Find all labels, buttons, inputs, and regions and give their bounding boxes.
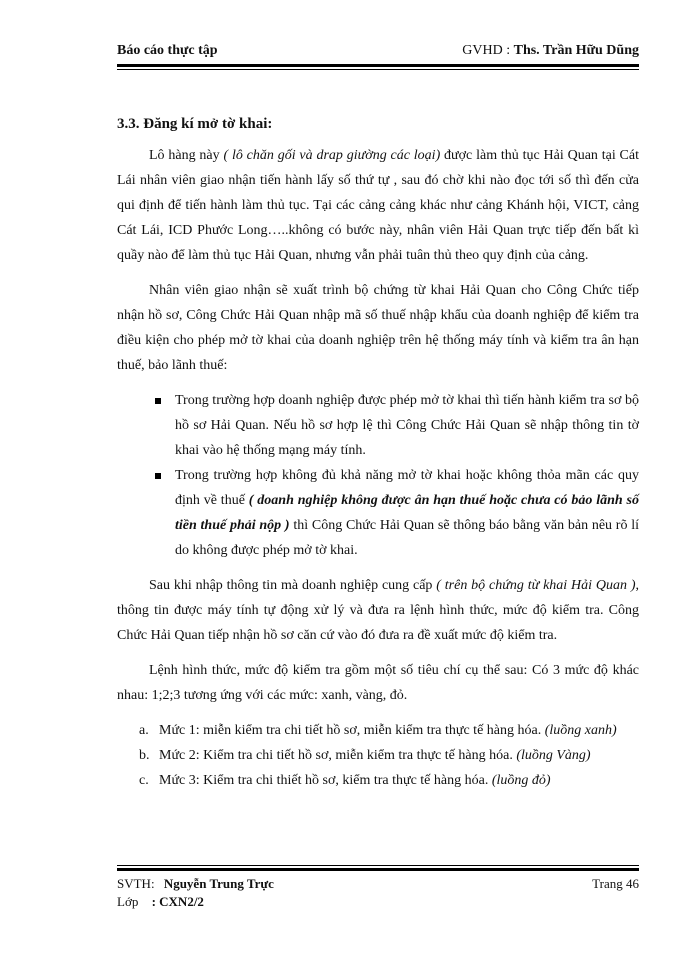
footer-rule bbox=[117, 868, 639, 871]
list-item: b. Mức 2: Kiểm tra chi tiết hồ sơ, miễn kiểm tra thực tế hàng hóa. (luồng Vàng) bbox=[139, 748, 591, 763]
report-title: Báo cáo thực tập bbox=[117, 43, 218, 58]
list-item: c. Mức 3: Kiểm tra chi thiết hồ sơ, kiểm tra thực tế hàng hóa. (luồng đỏ) bbox=[139, 773, 551, 788]
paragraph-1: Lô hàng này ( lô chăn gối và drap giường các loại) được làm thủ tục Hải Quan tại Cát Lái nhân viên giao nhận tiến hành lấy số thứ tự , sau đó chờ khi nào đọc tới số thì đến cửa qui định để tiến hành làm thủ tục. Tại các cảng cảng khác như cảng Khánh hội, VICT, cảng Cát Lái, ICD Phước Long…..không có bước này, nhân viên Hải Quan trực tiếp đến bất kì quầy nào để làm thủ tục Hải Quan, nhưng vẫn phải tuân thủ theo quy định của cảng. bbox=[117, 148, 639, 263]
paragraph-4: Lệnh hình thức, mức độ kiểm tra gồm một số tiêu chí cụ thể sau: Có 3 mức độ khác nhau: 1;2;3 tương ứng với các mức: xanh, vàng, đỏ. bbox=[117, 663, 639, 703]
page-footer bbox=[117, 876, 639, 912]
section-heading: 3.3. Đăng kí mở tờ khai: bbox=[117, 116, 273, 132]
header-rule-thin bbox=[117, 69, 639, 70]
header-rule bbox=[117, 64, 639, 67]
supervisor-name: Ths. Trần Hữu Dũng bbox=[513, 43, 639, 58]
page-header bbox=[117, 41, 639, 63]
supervisor bbox=[462, 43, 639, 59]
class-value: : CXN2/2 bbox=[151, 894, 204, 909]
bullet-item: Trong trường hợp không đủ khả năng mở tờ khai hoặc không thỏa mãn các quy định về thuế ( doanh nghiệp không được ân hạn thuế hoặc chưa có bảo lãnh số tiền thuế phải nộp ) thì Công Chức Hải Quan sẽ thông báo bằng văn bản nêu rõ lí do không được phép mở tờ khai. bbox=[117, 463, 639, 563]
square-bullet-icon bbox=[155, 398, 161, 404]
level-list bbox=[117, 718, 639, 793]
bullet-list bbox=[117, 388, 639, 563]
square-bullet-icon bbox=[155, 473, 161, 479]
supervisor-label: GVHD : bbox=[462, 43, 511, 58]
page-body bbox=[117, 112, 639, 793]
student-name: Nguyễn Trung Trực bbox=[163, 876, 274, 891]
student-label: SVTH: bbox=[117, 876, 155, 891]
bullet-item: Trong trường hợp doanh nghiệp được phép mở tờ khai thì tiến hành kiểm tra sơ bộ hồ sơ Hải Quan. Nếu hồ sơ hợp lệ thì Công Chức Hải Quan sẽ nhập thông tin tờ khai vào hệ thống mạng máy tính. bbox=[117, 388, 639, 463]
page-number: Trang 46 bbox=[592, 876, 639, 891]
footer-rule-thin bbox=[117, 865, 639, 866]
paragraph-3: Sau khi nhập thông tin mà doanh nghiệp cung cấp ( trên bộ chứng từ khai Hải Quan ), thông tin được máy tính tự động xử lý và đưa ra lệnh hình thức, mức độ kiểm tra. Công Chức Hải Quan tiếp nhận hồ sơ căn cứ vào đó đưa ra đề xuất mức độ kiểm tra. bbox=[117, 578, 639, 643]
paragraph-2: Nhân viên giao nhận sẽ xuất trình bộ chứng từ khai Hải Quan cho Công Chức tiếp nhận hồ sơ, Công Chức Hải Quan nhập mã số thuế nhập khẩu của doanh nghiệp để kiểm tra điều kiện cho phép mở tờ khai của doanh nghiệp trên hệ thống máy tính và kiểm tra ân hạn thuế, bảo lãnh thuế: bbox=[117, 283, 639, 373]
class-label: Lớp bbox=[117, 894, 139, 909]
list-item: a. Mức 1: miễn kiểm tra chi tiết hồ sơ, miễn kiểm tra thực tế hàng hóa. (luồng xanh) bbox=[139, 723, 617, 738]
